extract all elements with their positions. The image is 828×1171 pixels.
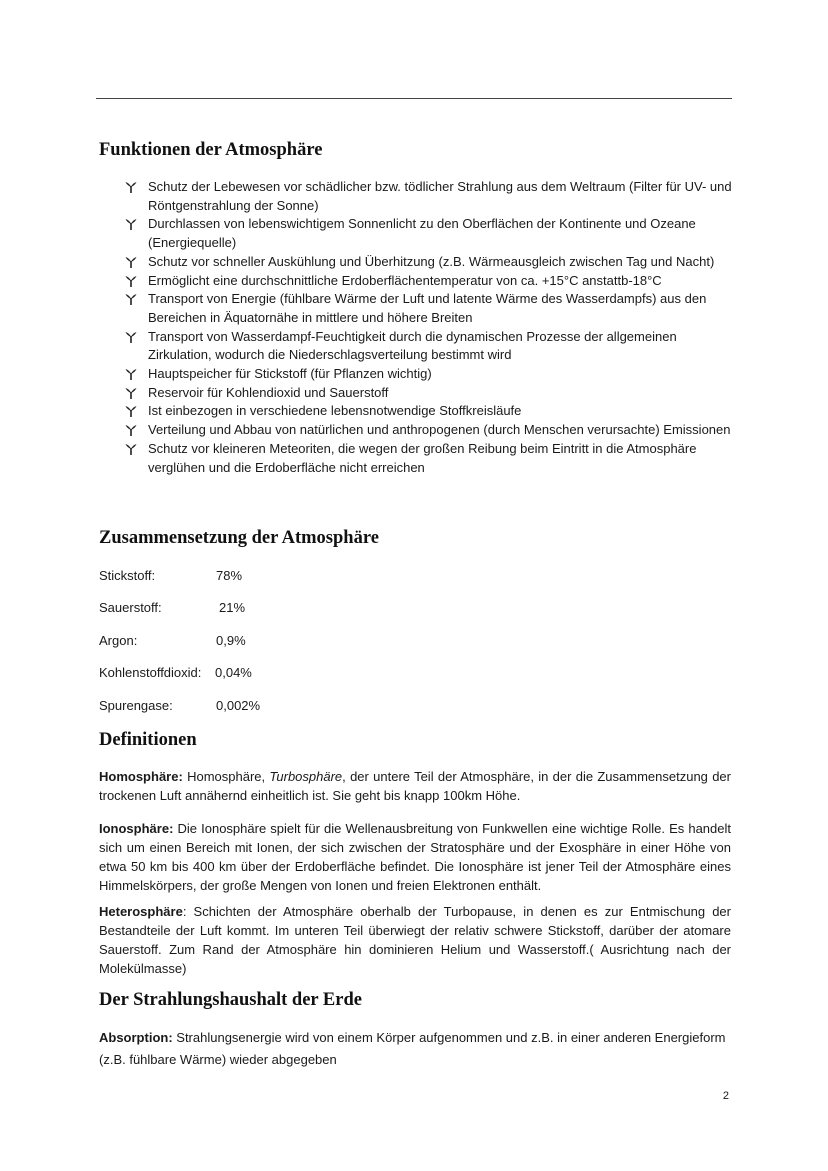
functions-list bbox=[124, 178, 734, 477]
composition-gas-value: 0,04% bbox=[215, 665, 252, 680]
homosphere-text-b: , der untere Teil der Atmosphäre, in der die Zusammensetzung der trockenen Luft annähernd einheitlich ist. Sie geht bis knapp 100km Höhe. bbox=[99, 769, 731, 803]
plant-sprout-icon bbox=[124, 423, 138, 437]
functions-list-item bbox=[124, 365, 734, 384]
functions-list-item bbox=[124, 178, 734, 215]
composition-gas-value: 0,9% bbox=[216, 633, 246, 648]
plant-sprout-icon bbox=[124, 292, 138, 306]
functions-list-item bbox=[124, 272, 734, 291]
composition-gas-name: Spurengase: bbox=[99, 698, 173, 713]
plant-sprout-icon bbox=[124, 367, 138, 381]
functions-list-item bbox=[124, 215, 734, 252]
composition-gas-name: Stickstoff: bbox=[99, 568, 156, 583]
definition-homosphere bbox=[99, 767, 731, 805]
homosphere-text-a: Homosphäre, bbox=[182, 769, 270, 784]
plant-sprout-icon bbox=[124, 255, 138, 269]
functions-list-item-text: Schutz vor schneller Auskühlung und Überhitzung (z.B. Wärmeausgleich zwischen Tag und Nacht) bbox=[148, 253, 715, 269]
functions-list-item-text: Ist einbezogen in verschiedene lebensnotwendige Stoffkreisläufe bbox=[148, 403, 522, 419]
absorption-text: Strahlungsenergie wird von einem Körper aufgenommen und z.B. in einer anderen Energieform (z.B. fühlbare Wärme) wieder abgegeben bbox=[99, 1030, 726, 1067]
plant-sprout-icon bbox=[124, 330, 138, 344]
homosphere-italic: Turbosphäre bbox=[269, 769, 343, 784]
term-homosphere: Homosphäre: bbox=[99, 769, 183, 784]
plant-sprout-icon bbox=[124, 404, 138, 418]
composition-gas-value: 21% bbox=[219, 600, 246, 615]
heading-composition: Zusammensetzung der Atmosphäre bbox=[99, 528, 379, 548]
header-rule bbox=[96, 98, 732, 99]
functions-list-item bbox=[124, 421, 734, 440]
composition-gas-name: Argon: bbox=[99, 633, 138, 648]
composition-gas-name: Kohlenstoffdioxid: bbox=[99, 665, 202, 680]
functions-list-item-text: Durchlassen von lebenswichtigem Sonnenlicht zu den Oberflächen der Kontinente und Ozeane (Energiequelle) bbox=[148, 216, 696, 251]
heading-radiation: Der Strahlungshaushalt der Erde bbox=[99, 990, 362, 1010]
composition-gas-name: Sauerstoff: bbox=[99, 600, 162, 615]
definition-absorption bbox=[99, 1027, 731, 1071]
composition-gas-value: 78% bbox=[216, 568, 243, 583]
heading-functions: Funktionen der Atmosphäre bbox=[99, 140, 323, 160]
term-heterosphere: Heterosphäre bbox=[99, 904, 183, 919]
functions-list-item bbox=[124, 384, 734, 403]
plant-sprout-icon bbox=[124, 386, 138, 400]
term-absorption: Absorption: bbox=[99, 1030, 173, 1045]
plant-sprout-icon bbox=[124, 217, 138, 231]
functions-list-item bbox=[124, 290, 734, 327]
functions-list-item bbox=[124, 402, 734, 421]
functions-list-item-text: Transport von Energie (fühlbare Wärme der Luft und latente Wärme des Wasserdampfs) aus den Bereichen in Äquatornähe in mittlere und höhere Breiten bbox=[148, 291, 707, 325]
functions-list-item-text: Verteilung und Abbau von natürlichen und anthropogenen (durch Menschen verursachte) Emissionen bbox=[148, 422, 731, 438]
page-number: 2 bbox=[722, 1090, 729, 1102]
plant-sprout-icon bbox=[124, 274, 138, 288]
functions-list-item-text: Ermöglicht eine durchschnittliche Erdoberflächentemperatur von ca. +15°C anstattb-18°C bbox=[148, 272, 662, 288]
heterosphere-text: : Schichten der Atmosphäre oberhalb der Turbopause, in denen es zur Entmischung der Bestandteile der Luft kommt. Im unteren Teil überwiegt der relativ schwere Stickstoff, darüber der atomare Sauerstoff. Zum Rand der Atmosphäre hin dominieren Helium und Wasserstoff.( Ausrichtung nach der Molekülmasse) bbox=[99, 904, 731, 976]
functions-list-item-text: Transport von Wasserdampf-Feuchtigkeit durch die dynamischen Prozesse der allgemeinen Zirkulation, wodurch die Niederschlagsverteilung bestimmt wird bbox=[148, 328, 677, 363]
composition-gas-value: 0,002% bbox=[216, 698, 261, 713]
functions-list-item bbox=[124, 253, 734, 272]
functions-list-item bbox=[124, 328, 734, 365]
term-ionosphere: Ionosphäre: bbox=[99, 821, 174, 836]
heading-definitions: Definitionen bbox=[99, 730, 197, 750]
plant-sprout-icon bbox=[124, 442, 138, 456]
functions-list-item-text: Reservoir für Kohlendioxid und Sauerstoff bbox=[148, 384, 389, 400]
plant-sprout-icon bbox=[124, 180, 138, 194]
definition-ionosphere bbox=[99, 819, 731, 895]
functions-list-item-text: Hauptspeicher für Stickstoff (für Pflanzen wichtig) bbox=[148, 366, 432, 382]
functions-list-item bbox=[124, 440, 734, 477]
functions-list-item-text: Schutz vor kleineren Meteoriten, die wegen der großen Reibung beim Eintritt in die Atmosphäre verglühen und die Erdoberfläche nicht erreichen bbox=[148, 440, 697, 475]
definition-heterosphere bbox=[99, 902, 731, 978]
functions-list-item-text: Schutz der Lebewesen vor schädlicher bzw. tödlicher Strahlung aus dem Weltraum (Filter für UV- und Röntgenstrahlung der Sonne) bbox=[148, 179, 732, 213]
ionosphere-text: Die Ionosphäre spielt für die Wellenausbreitung von Funkwellen eine wichtige Rolle. Es handelt sich um einen Bereich mit Ionen, der sich zwischen der Stratosphäre und der Exosphäre in einer Höhe von etwa 50 km bis 400 km über der Erdoberfläche befindet. Die Ionosphäre ist jener Teil der Atmosphäre eines Himmelskörpers, der große Mengen von Ionen und freien Elektronen enthält. bbox=[99, 821, 731, 893]
